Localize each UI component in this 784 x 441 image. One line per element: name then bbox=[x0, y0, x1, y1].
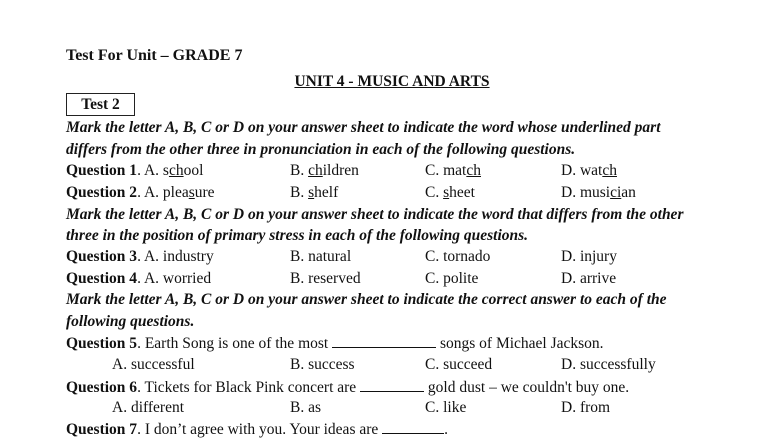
question-3-option-c: C. tornado bbox=[425, 248, 491, 265]
question-3: Question 3. A. industry bbox=[66, 248, 214, 265]
instruction-pronunciation-line2: differs from the other three in pronunciation in each of the following questions. bbox=[66, 141, 576, 158]
instruction-stress-line1: Mark the letter A, B, C or D on your answer sheet to indicate the word that differs from the other bbox=[66, 206, 684, 223]
question-4-option-d: D. arrive bbox=[561, 270, 617, 287]
question-4-option-c: C. polite bbox=[425, 270, 479, 287]
question-6-option-c: C. like bbox=[425, 399, 467, 416]
test-label-box: Test 2 bbox=[66, 93, 135, 116]
instruction-stress-line2: three in the position of primary stress in each of the following questions. bbox=[66, 227, 529, 244]
question-5-option-c: C. succeed bbox=[425, 356, 493, 373]
question-7-blank bbox=[382, 419, 444, 434]
question-4-label: Question 4 bbox=[66, 270, 138, 287]
question-3-label: Question 3 bbox=[66, 248, 138, 265]
question-2: Question 2. A. pleasure bbox=[66, 184, 215, 201]
question-3-option-b: B. natural bbox=[290, 248, 352, 265]
question-6-blank bbox=[360, 377, 424, 392]
question-2-option-b: B. shelf bbox=[290, 184, 339, 201]
instruction-pronunciation-line1: Mark the letter A, B, C or D on your answer sheet to indicate the word whose underlined part bbox=[66, 119, 661, 136]
question-5-option-d: D. successfully bbox=[561, 356, 656, 373]
question-1: Question 1. A. school bbox=[66, 162, 204, 179]
question-5-option-a: A. successful bbox=[112, 356, 195, 373]
question-2-label: Question 2 bbox=[66, 184, 138, 201]
question-1-option-c: C. match bbox=[425, 162, 481, 179]
question-1-label: Question 1 bbox=[66, 162, 138, 179]
question-7: Question 7. I don’t agree with you. Your ideas are . bbox=[66, 421, 449, 438]
question-6: Question 6. Tickets for Black Pink concert are gold dust – we couldn't buy one. bbox=[66, 379, 630, 396]
question-1-option-d: D. watch bbox=[561, 162, 617, 179]
unit-heading: UNIT 4 - MUSIC AND ARTS bbox=[294, 73, 490, 90]
instruction-correct-line2: following questions. bbox=[66, 313, 195, 330]
page-title: Test For Unit – GRADE 7 bbox=[66, 47, 243, 64]
question-6-label: Question 6 bbox=[66, 379, 138, 396]
question-2-option-c: C. sheet bbox=[425, 184, 475, 201]
question-5-label: Question 5 bbox=[66, 335, 138, 352]
question-5: Question 5. Earth Song is one of the most songs of Michael Jackson. bbox=[66, 335, 604, 352]
question-2-option-d: D. musician bbox=[561, 184, 636, 201]
question-5-blank bbox=[332, 333, 436, 348]
question-5-option-b: B. success bbox=[290, 356, 355, 373]
question-6-option-d: D. from bbox=[561, 399, 611, 416]
instruction-correct-line1: Mark the letter A, B, C or D on your answer sheet to indicate the correct answer to each of the bbox=[66, 291, 667, 308]
question-1-option-b: B. children bbox=[290, 162, 359, 179]
question-7-label: Question 7 bbox=[66, 421, 138, 438]
question-3-option-d: D. injury bbox=[561, 248, 617, 265]
question-4: Question 4. A. worried bbox=[66, 270, 212, 287]
question-6-option-a: A. different bbox=[112, 399, 185, 416]
question-4-option-b: B. reserved bbox=[290, 270, 361, 287]
question-6-option-b: B. as bbox=[290, 399, 321, 416]
